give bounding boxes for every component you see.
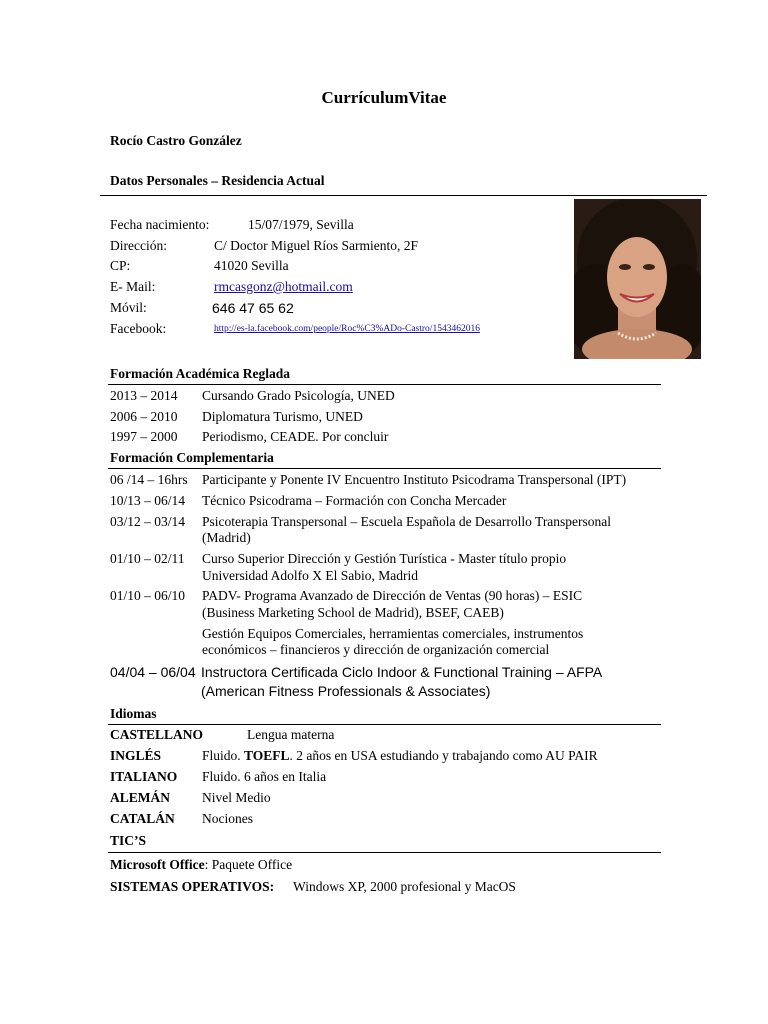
comp-date: 10/13 – 06/14 — [110, 493, 186, 508]
value-birth: 15/07/1979, Sevilla — [248, 217, 354, 232]
label-address: Dirección: — [110, 238, 167, 253]
language-name: INGLÉS — [110, 748, 162, 763]
language-name: CASTELLANO — [110, 727, 204, 742]
toefl-label: TOEFL — [244, 748, 290, 763]
section-heading-personal: Datos Personales – Residencia Actual — [110, 173, 325, 188]
value-cp: 41020 Sevilla — [214, 258, 289, 273]
language-level-pre: Fluido. — [202, 748, 245, 763]
divider — [108, 852, 661, 853]
os-value: Windows XP, 2000 profesional y MacOS — [293, 879, 516, 894]
language-level: Nociones — [202, 811, 253, 826]
label-cp: CP: — [110, 258, 131, 273]
divider — [108, 724, 661, 725]
label-facebook: Facebook: — [110, 321, 167, 336]
comp-date: 03/12 – 03/14 — [110, 514, 186, 529]
formacion-text: Diplomatura Turismo, UNED — [202, 409, 363, 424]
language-level-post: . 2 años en USA estudiando y trabajando como AU PAIR — [289, 748, 598, 763]
office-label: Microsoft Office — [110, 857, 205, 872]
formacion-date: 2006 – 2010 — [110, 409, 178, 424]
comp-text: Técnico Psicodrama – Formación con Concha Mercader — [202, 493, 507, 508]
language-name: ITALIANO — [110, 769, 178, 784]
comp-text: Participante y Ponente IV Encuentro Instituto Psicodrama Transpersonal (IPT) — [202, 472, 627, 487]
divider — [108, 468, 661, 469]
comp-text: Psicoterapia Transpersonal – Escuela Española de Desarrollo Transpersonal — [202, 514, 612, 529]
language-level — [202, 748, 598, 764]
comp-text: (American Fitness Professionals & Associates) — [201, 683, 491, 699]
comp-text: PADV- Programa Avanzado de Dirección de Ventas (90 horas) – ESIC — [202, 588, 583, 603]
language-level: Lengua materna — [247, 727, 335, 742]
divider — [108, 384, 661, 385]
comp-text: Curso Superior Dirección y Gestión Turística - Master título propio — [202, 551, 567, 566]
profile-photo — [574, 199, 701, 359]
value-phone: 646 47 65 62 — [212, 300, 294, 316]
comp-date: 01/10 – 06/10 — [110, 588, 186, 603]
label-email: E- Mail: — [110, 279, 156, 294]
label-phone: Móvil: — [110, 300, 147, 315]
language-level: Nivel Medio — [202, 790, 271, 805]
divider — [100, 195, 707, 196]
formacion-text: Cursando Grado Psicología, UNED — [202, 388, 395, 403]
candidate-name: Rocío Castro González — [110, 133, 242, 148]
value-address: C/ Doctor Miguel Ríos Sarmiento, 2F — [214, 238, 418, 253]
office-line — [110, 857, 292, 873]
os-label: SISTEMAS OPERATIVOS: — [110, 879, 275, 894]
language-level: Fluido. 6 años en Italia — [202, 769, 327, 784]
comp-text: Gestión Equipos Comerciales, herramientas comerciales, instrumentos — [202, 626, 584, 641]
formacion-date: 1997 – 2000 — [110, 429, 178, 444]
comp-text: (Madrid) — [202, 530, 251, 545]
label-birth: Fecha nacimiento: — [110, 217, 210, 232]
language-name: CATALÁN — [110, 811, 175, 826]
facebook-link[interactable]: http://es-la.facebook.com/people/Roc%C3%ADo-Castro/1543462016 — [214, 324, 480, 334]
comp-text: Instructora Certificada Ciclo Indoor & Functional Training – AFPA — [201, 664, 603, 680]
section-heading-formacion: Formación Académica Reglada — [110, 366, 290, 381]
formacion-text: Periodismo, CEADE. Por concluir — [202, 429, 389, 444]
section-heading-tics: TIC’S — [110, 833, 147, 848]
section-heading-idiomas: Idiomas — [110, 706, 157, 721]
formacion-date: 2013 – 2014 — [110, 388, 178, 403]
office-value: : Paquete Office — [204, 857, 293, 872]
email-link[interactable]: rmcasgonz@hotmail.com — [214, 279, 353, 294]
comp-date: 06 /14 – 16hrs — [110, 472, 188, 487]
comp-text: (Business Marketing School de Madrid), BSEF, CAEB) — [202, 605, 504, 620]
page-title: CurrículumVitae — [321, 88, 447, 107]
comp-date: 04/04 – 06/04 — [110, 664, 196, 680]
comp-text: económicos – financieros y dirección de organización comercial — [202, 642, 550, 657]
comp-text: Universidad Adolfo X El Sabio, Madrid — [202, 568, 418, 583]
comp-date: 01/10 – 02/11 — [110, 551, 185, 566]
language-name: ALEMÁN — [110, 790, 170, 805]
section-heading-complementaria: Formación Complementaria — [110, 450, 274, 465]
